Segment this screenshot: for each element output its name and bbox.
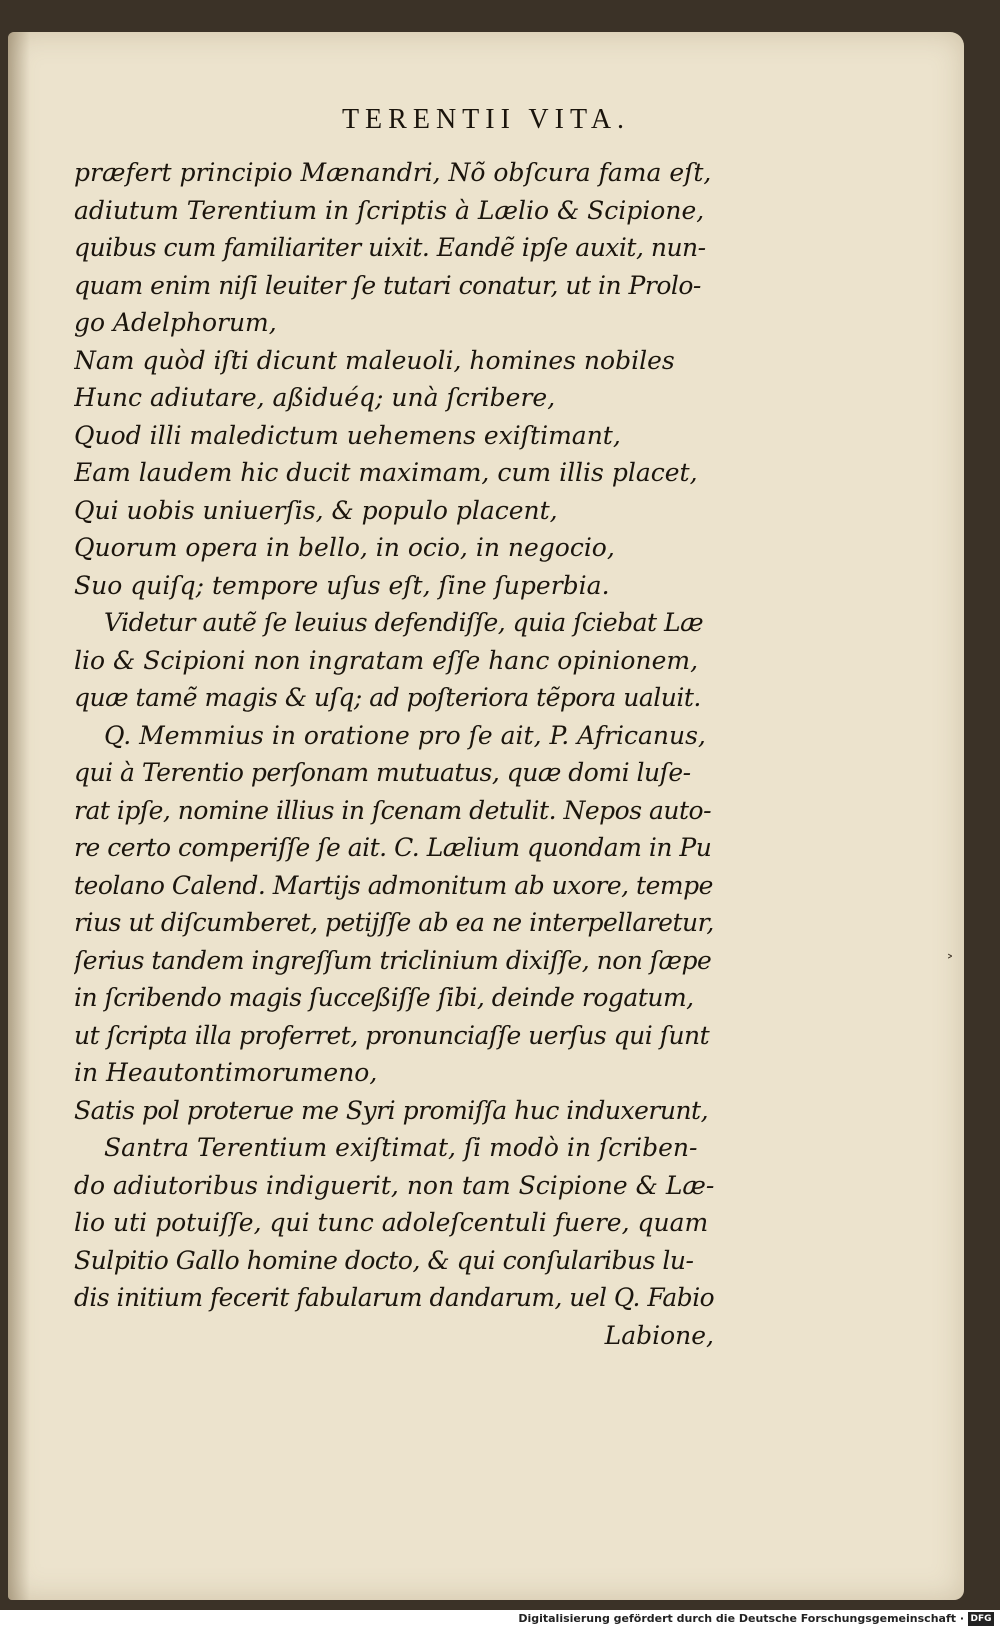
text-line: Eam laudem hic ducit maximam, cum illis placet, — [74, 458, 698, 487]
margin-mark: ˃ — [946, 952, 954, 971]
text-line: in ſcribendo magis ſucceßiſſe ſibi, deinde rogatum, — [74, 983, 694, 1012]
dfg-logo: DFG — [968, 1612, 994, 1626]
text-line: adiutum Terentium in ſcriptis à Lælio & Scipione, — [74, 195, 705, 225]
text-line: ut ſcripta illa proferret, pronunciaſſe uerſus qui ſunt — [74, 1020, 710, 1050]
text-line: Videtur autẽ ſe leuius defendiſſe, quia ſciebat Læ — [104, 608, 704, 637]
text-line: re certo comperiſſe ſe ait. C. Lælium quondam in Pu — [74, 833, 712, 862]
text-line: quæ tamẽ magis & uſq; ad poſteriora tẽpora ualuit. — [74, 683, 701, 712]
body-text — [74, 154, 714, 1354]
text-line: lio & Scipioni non ingratam eſſe hanc opinionem, — [74, 645, 699, 675]
text-line: Quod illi maledictum uehemens exiſtimant, — [74, 420, 621, 450]
text-line: Quorum opera in bello, in ocio, in negocio, — [74, 533, 615, 562]
text-line: Nam quòd iſti dicunt maleuoli, homines nobiles — [74, 345, 675, 375]
text-line: rius ut diſcumberet, petijſſe ab ea ne interpellaretur, — [74, 908, 714, 937]
text-line: Hunc adiutare, aßiduéq; unà ſcribere, — [74, 383, 556, 412]
running-head: TERENTII VITA. — [341, 104, 631, 135]
text-line: lio uti potuiſſe, qui tunc adoleſcentuli fuere, quam — [74, 1208, 709, 1237]
text-line: in Heautontimorumeno, — [74, 1058, 378, 1087]
text-line: rat ipſe, nomine illius in ſcenam detulit. Nepos auto- — [74, 795, 712, 825]
text-line: Sulpitio Gallo homine docto, & qui conſularibus lu- — [74, 1245, 694, 1275]
text-line: qui à Terentio perſonam mutuatus, quæ domi luſe- — [74, 758, 691, 787]
text-line: do adiutoribus indiguerit, non tam Scipione & Læ- — [74, 1170, 714, 1200]
text-line: go Adelphorum, — [74, 308, 277, 337]
text-line: præfert principio Mænandri, Nõ obſcura fama eſt, — [74, 158, 712, 187]
text-line: Qui uobis uniuerſis, & populo placent, — [74, 495, 558, 525]
text-line: quibus cum familiariter uixit. Eandẽ ipſe auxit, nun- — [74, 233, 706, 262]
footer-bar — [0, 1610, 1000, 1630]
text-line: teolano Calend. Martijs admonitum ab uxore, tempe — [74, 870, 713, 900]
text-line: Q. Memmius in oratione pro ſe ait, P. Africanus, — [104, 720, 706, 750]
text-line: Santra Terentium exiſtimat, ſi modò in ſcriben- — [104, 1133, 698, 1162]
text-line: Labione, — [604, 1320, 714, 1350]
text-line: quam enim niſi leuiter ſe tutari conatur, ut in Prolo- — [74, 270, 701, 300]
text-line: Satis pol proterue me Syri promiſſa huc induxerunt, — [74, 1095, 709, 1125]
text-line: Suo quiſq; tempore uſus eſt, ſine ſuperbia. — [74, 570, 610, 600]
text-line: dis initium fecerit fabularum dandarum, uel Q. Fabio — [74, 1283, 714, 1312]
text-line: ſerius tandem ingreſſum triclinium dixiſſe, non ſæpe — [74, 945, 712, 975]
footer-credit: Digitalisierung gefördert durch die Deutsche Forschungsgemeinschaft · — [518, 1612, 964, 1625]
page-gutter-shadow — [8, 32, 30, 1600]
book-page — [8, 32, 964, 1600]
